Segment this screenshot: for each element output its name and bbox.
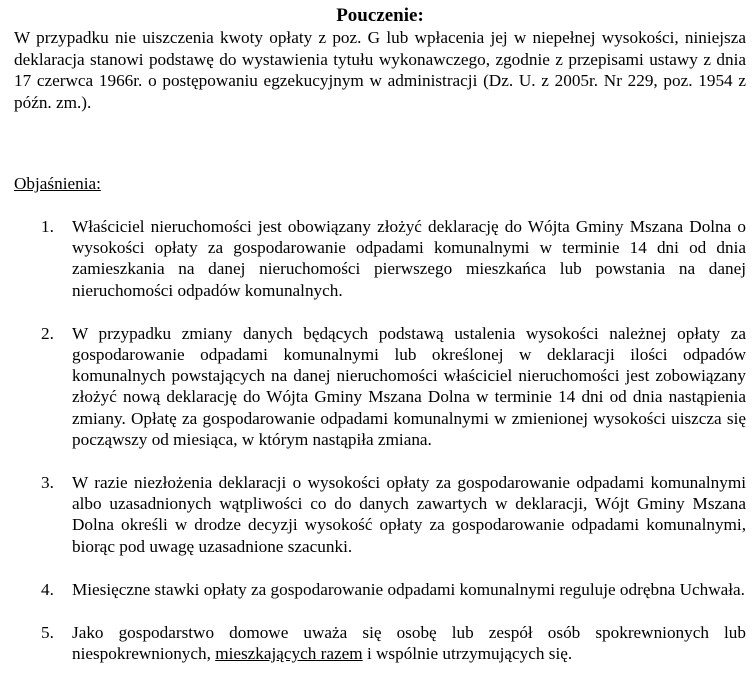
list-item bbox=[14, 472, 746, 557]
list-item bbox=[14, 579, 746, 600]
list-item-number: 1. bbox=[41, 217, 54, 236]
explanations-list bbox=[14, 216, 746, 686]
document-title: Pouczenie: bbox=[336, 5, 424, 26]
section-label-explanations: Objaśnienia: bbox=[14, 174, 101, 193]
list-item bbox=[14, 622, 746, 664]
list-item-number: 5. bbox=[41, 623, 54, 643]
intro-paragraph: W przypadku nie uiszczenia kwoty opłaty z poz. G lub wpłacenia jej w niepełnej wysokości, niniejsza deklaracja stanowi podstawę do wystawienia tytułu wykonawczego, zgodnie z przepisami ustawy z dnia 17 czerwca 1966r. o postępowaniu egzekucyjnym w administracji (Dz. U. z 2005r. Nr 229, poz. 1954 z późn. zm.). bbox=[14, 28, 746, 112]
list-item-text: W przypadku zmiany danych będących podstawą ustalenia wysokości należnej opłaty za gospodarowanie odpadami komunalnymi lub określonej w deklaracji ilości odpadów komunalnych powstających na danej nieruchomości właściciel nieruchomości jest zobowiązany złożyć nową deklarację do Wójta Gminy Mszana Dolna w terminie 14 dni od dnia nastąpienia zmiany. Opłatę za gospodarowanie odpadami komunalnymi w zmienionej wysokości uiszcza się począwszy od miesiąca, w którym nastąpiła zmiana. bbox=[72, 323, 746, 449]
list-item-number: 4. bbox=[41, 579, 54, 599]
list-item-text-underlined: mieszkających razem bbox=[215, 644, 363, 664]
list-item-text-after: i wspólnie utrzymujących się. bbox=[362, 644, 573, 664]
list-item-number: 3. bbox=[41, 473, 54, 493]
document-page bbox=[14, 4, 746, 664]
list-item bbox=[14, 216, 746, 301]
list-item-text: Właściciel nieruchomości jest obowiązany złożyć deklarację do Wójta Gminy Mszana Dolna o wysokości opłaty za gospodarowanie odpadami komunalnymi w terminie 14 dni od dnia zamieszkania na danej nieruchomości pierwszego mieszkańca lub powstania na danej nieruchomości odpadów komunalnych. bbox=[72, 217, 746, 300]
list-item-number: 2. bbox=[41, 323, 54, 343]
list-item-text-before: Jako gospodarstwo domowe uważa się osobę lub zespół osób spokrewnionych lub niespokrewnionych, bbox=[72, 623, 746, 664]
list-item-text: W razie niezłożenia deklaracji o wysokości opłaty za gospodarowanie odpadami komunalnymi albo uzasadnionych wątpliwości co do danych zawartych w deklaracji, Wójt Gminy Mszana Dolna określi w drodze decyzji wysokość opłaty za gospodarowanie odpadami komunalnymi, biorąc pod uwagę uzasadnione szacunki. bbox=[72, 473, 746, 556]
list-item-text: Miesięczne stawki opłaty za gospodarowanie odpadami komunalnymi reguluje odrębna Uchwała. bbox=[72, 579, 745, 599]
list-item bbox=[14, 323, 746, 450]
